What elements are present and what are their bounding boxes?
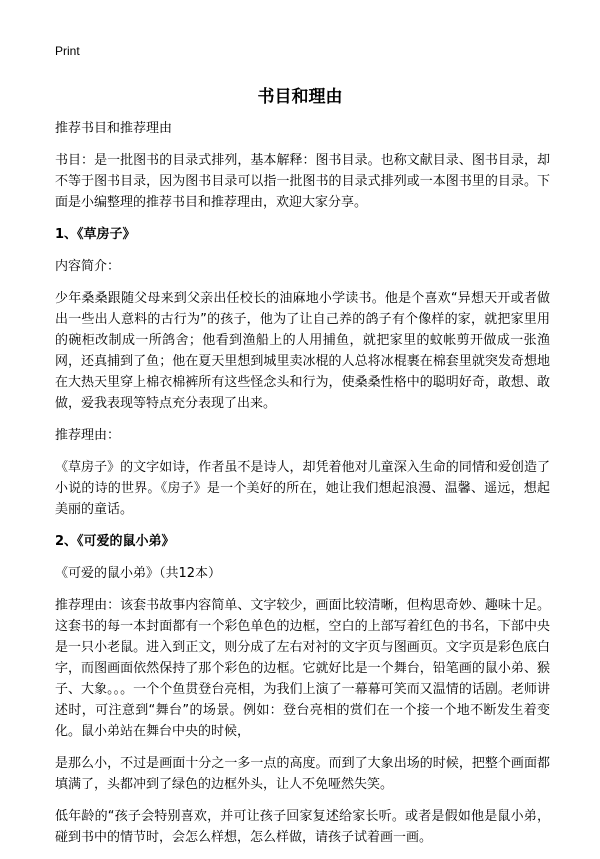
subtitle-paragraph: 推荐书目和推荐理由: [55, 121, 173, 136]
section-1-reason: 《草房子》的文字如诗，作者虽不是诗人，却凭着他对儿童深入生命的同情和爱创造了小说的诗的世界。《房子》是一个美好的所在，她让我们想起浪漫、温馨、遥远，想起美丽的童话。: [55, 460, 550, 517]
section-1-summary: 少年桑桑跟随父母来到父亲出任校长的油麻地小学读书。他是个喜欢“异想天开或者做出一些出人意料的古行为”的孩子，他为了让自己养的鸽子有个像样的家，就把家里用的碗柜改制成一所鸽舍；他看到渔船上的人用捕鱼，就把家里的蚊帐剪开做成一张渔网，还真捕到了鱼；他在夏天里想到城里卖冰棍的人总将冰棍裹在棉套里就突发奇想地在大热天里穿上棉衣棉裤所有这些怪念头和行为，使桑桑性格中的聪明好奇，敢想、敢做，爱我表现等特点充分表现了出来。: [55, 291, 550, 411]
section-1-summary-label: 内容简介：: [55, 259, 121, 274]
section-2-paragraph: 低年龄的“孩子会特别喜欢，并可让孩子回家复述给家长听。或者是假如他是鼠小弟，碰到书中的情节时，会怎么样想，怎么样做，请孩子试着画一画。: [55, 809, 550, 845]
document-title: 书目和理由: [257, 87, 343, 107]
section-2-subtitle: 《可爱的鼠小弟》（共12本）: [55, 566, 222, 581]
section-2-paragraph: 推荐理由：该套书故事内容简单、文字较少，画面比较清晰，但构思奇妙、趣味十足。这套书的每一本封面都有一个彩色单色的边框，空白的上部写着红色的书名，下部中央是一只小老鼠。进入到正文，则分成了左右对衬的文字页与图画页。文字页是彩色底白字，而图画面依然保持了那个彩色的边框。它就好比是一个舞台，铅笔画的鼠小弟、猴子、大象。。。一个个鱼贯登台亮相，为我们上演了一幕幕可笑而又温情的话剧。老师讲述时，可注意到“舞台”的场景。例如：登台亮相的赏们在一个接一个地不断发生着变化。鼠小弟站在舞台中央的时候，: [55, 598, 550, 739]
section-1-reason-label: 推荐理由：: [55, 428, 121, 443]
section-2-paragraph: 是那么小，不过是画面十分之一多一点的高度。而到了大象出场的时候，把整个画面都填满了，头都冲到了绿色的边框外头，让人不免哑然失笑。: [55, 756, 550, 792]
intro-paragraph: 书目：是一批图书的目录式排列，基本解释：图书目录。也称文献目录、图书目录，却不等于图书目录，因为图书目录可以指一批图书的目录式排列或一本图书里的目录。下面是小编整理的推荐书目和推荐理由，欢迎大家分享。: [55, 153, 550, 210]
print-label: Print: [55, 44, 80, 58]
section-1-heading: 1、《草房子》: [55, 227, 136, 242]
section-2-heading: 2、《可爱的鼠小弟》: [55, 534, 175, 549]
document-body: [55, 118, 550, 859]
